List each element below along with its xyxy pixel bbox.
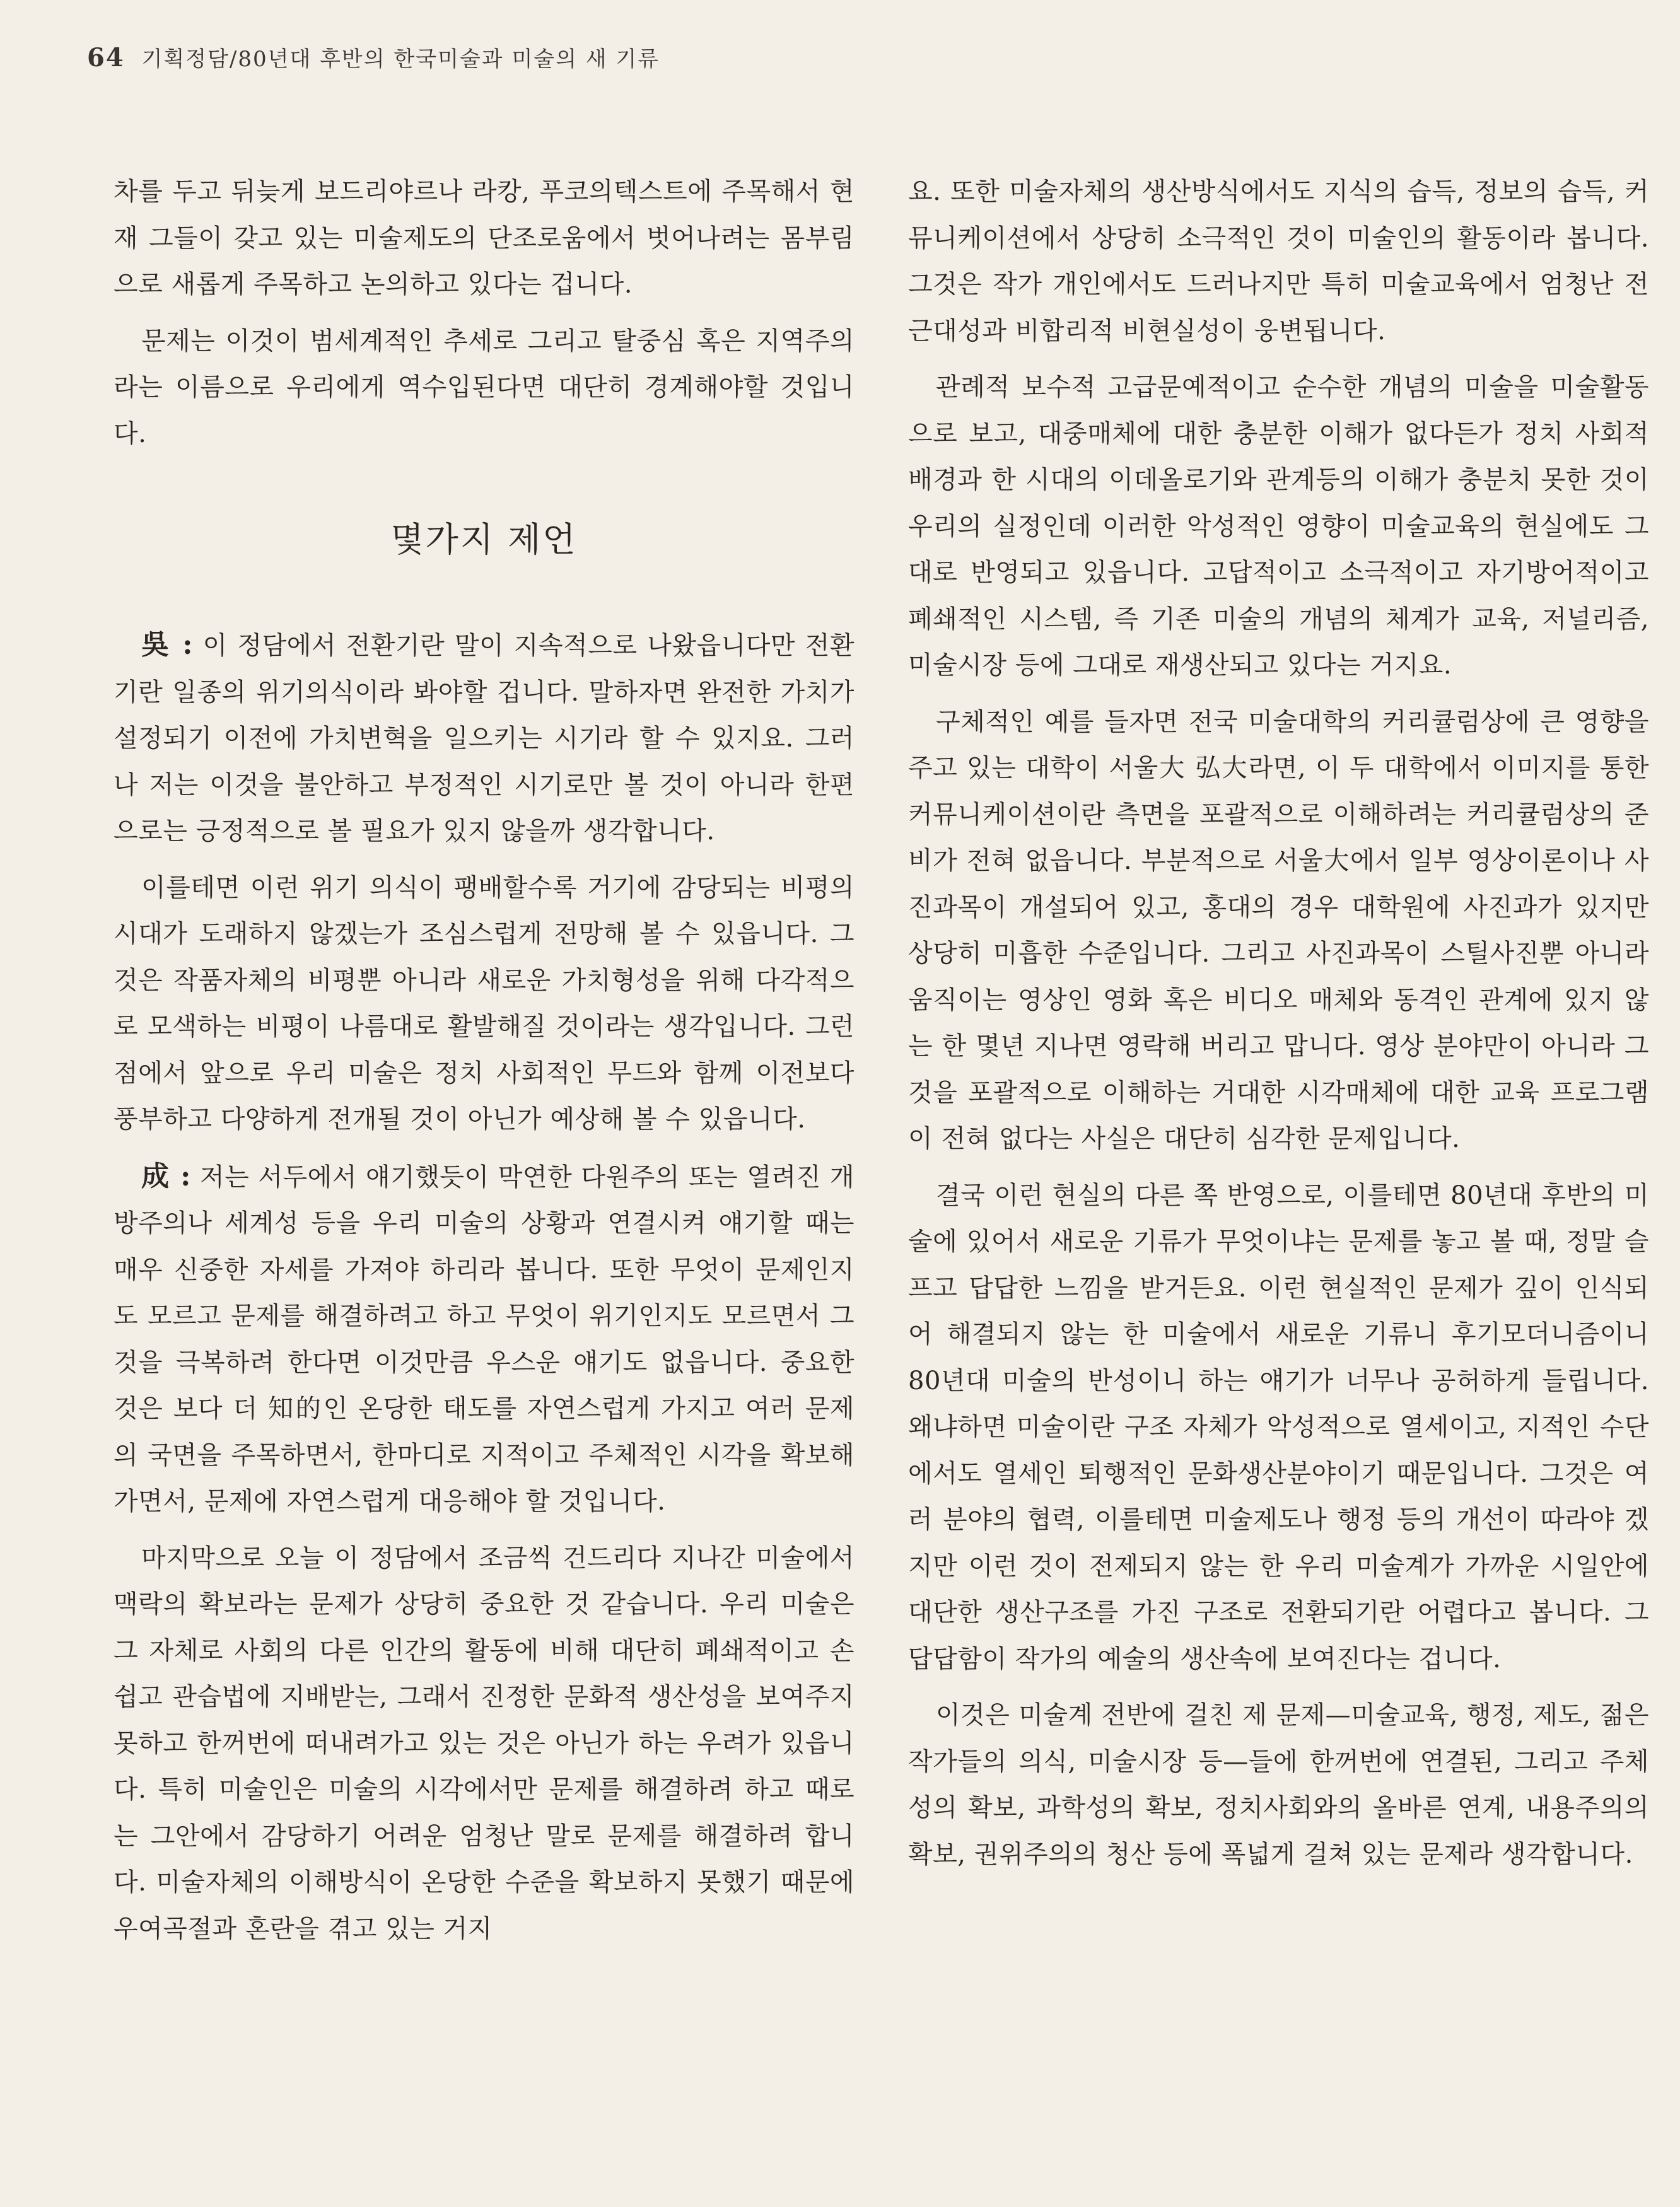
paragraph: 관례적 보수적 고급문예적이고 순수한 개념의 미술을 미술활동으로 보고, 대중매체에 대한 충분한 이해가 없다든가 정치 사회적 배경과 한 시대의 이데올로기와 관계등의 이해가 충분치 못한 것이 우리의 실정인데 이러한 악성적인 영향이 미술교육의 현실에도 그대로 반영되고 있읍니다. 고답적이고 소극적이고 자기방어적이고 폐쇄적인 시스템, 즉 기존 미술의 개념의 체계가 교육, 저널리즘, 미술시장 등에 그대로 재생산되고 있다는 거지요. bbox=[908, 373, 1649, 680]
running-header bbox=[87, 42, 660, 73]
paragraph: 요. 또한 미술자체의 생산방식에서도 지식의 습득, 정보의 습득, 커뮤니케이션에서 상당히 소극적인 것이 미술인의 활동이라 봅니다. 그것은 작가 개인에서도 드러나지만 특히 미술교육에서 엄청난 전근대성과 비합리적 비현실성이 웅변됩니다. bbox=[908, 177, 1649, 346]
speaker-text: 저는 서두에서 얘기했듯이 막연한 다원주의 또는 열려진 개방주의나 세계성 등을 우리 미술의 상황과 연결시켜 얘기할 때는 매우 신중한 자세를 가져야 하리라 봅니다. 또한 무엇이 문제인지도 모르고 문제를 해결하려고 하고 무엇이 위기인지도 모르면서 그것을 극복하려 한다면 이것만큼 우스운 얘기도 없읍니다. 중요한 것은 보다 더 知的인 온당한 태도를 자연스럽게 가지고 여러 문제의 국면을 주목하면서, 한마디로 지적이고 주체적인 시각을 확보해 가면서, 문제에 자연스럽게 대응해야 할 것입니다. bbox=[114, 1162, 855, 1516]
speaker-label: 成 : bbox=[141, 1160, 191, 1192]
paragraph: 마지막으로 오늘 이 정담에서 조금씩 건드리다 지나간 미술에서 맥락의 확보라는 문제가 상당히 중요한 것 같습니다. 우리 미술은 그 자체로 사회의 다른 인간의 활동에 비해 대단히 폐쇄적이고 손쉽고 관습법에 지배받는, 그래서 진정한 문화적 생산성을 보여주지 못하고 한꺼번에 떠내려가고 있는 것은 아닌가 하는 우려가 있읍니다. 특히 미술인은 미술의 시각에서만 문제를 해결하려 하고 때로는 그안에서 감당하기 어려운 엄청난 말로 문제를 해결하려 합니다. 미술자체의 이해방식이 온당한 수준을 확보하지 못했기 때문에 우여곡절과 혼란을 겪고 있는 거지 bbox=[114, 1543, 855, 1943]
speaker-paragraph bbox=[114, 1153, 855, 1525]
paragraph: 결국 이런 현실의 다른 쪽 반영으로, 이를테면 80년대 후반의 미술에 있어서 새로운 기류가 무엇이냐는 문제를 놓고 볼 때, 정말 슬프고 답답한 느낌을 받거든요. 이런 현실적인 문제가 깊이 인식되어 해결되지 않는 한 미술에서 새로운 기류니 후기모더니즘이니 80년대 미술의 반성이니 하는 얘기가 너무나 공허하게 들립니다. 왜냐하면 미술이란 구조 자체가 악성적으로 열세이고, 지적인 수단에서도 열세인 퇴행적인 문화생산분야이기 때문입니다. 그것은 여러 분야의 협력, 이를테면 미술제도나 행정 등의 개선이 따라야 겠지만 이런 것이 전제되지 않는 한 우리 미술계가 가까운 시일안에 대단한 생산구조를 가진 구조로 전환되기란 어렵다고 봅니다. 그 답답함이 작가의 예술의 생산속에 보여진다는 겁니다. bbox=[908, 1180, 1649, 1674]
paragraph: 이것은 미술계 전반에 걸친 제 문제—미술교육, 행정, 제도, 젊은 작가들의 의식, 미술시장 등—들에 한꺼번에 연결된, 그리고 주체성의 확보, 과학성의 확보, 정치사회와의 올바른 연계, 내용주의의 확보, 권위주의의 청산 등에 폭넓게 걸쳐 있는 문제라 생각합니다. bbox=[908, 1701, 1649, 1869]
section-heading: 몇가지 제언 bbox=[390, 520, 578, 559]
running-title: 기획정담/80년대 후반의 한국미술과 미술의 새 기류 bbox=[141, 47, 660, 72]
left-column bbox=[114, 169, 855, 1962]
page-number: 64 bbox=[87, 43, 125, 73]
paragraph: 이를테면 이런 위기 의식이 팽배할수록 거기에 감당되는 비평의 시대가 도래하지 않겠는가 조심스럽게 전망해 볼 수 있읍니다. 그것은 작품자체의 비평뿐 아니라 새로운 가치형성을 위해 다각적으로 모색하는 비평이 나름대로 활발해질 것이라는 생각입니다. 그런 점에서 앞으로 우리 미술은 정치 사회적인 무드와 함께 이전보다 풍부하고 다양하게 전개될 것이 아닌가 예상해 볼 수 있읍니다. bbox=[114, 873, 855, 1134]
paragraph: 차를 두고 뒤늦게 보드리야르나 라캉, 푸코의텍스트에 주목해서 현재 그들이 갖고 있는 미술제도의 단조로움에서 벗어나려는 몸부림으로 새롭게 주목하고 논의하고 있다는 겁니다. bbox=[114, 177, 855, 299]
paragraph: 문제는 이것이 범세계적인 추세로 그리고 탈중심 혹은 지역주의라는 이름으로 우리에게 역수입된다면 대단히 경계해야할 것입니다. bbox=[114, 326, 855, 448]
speaker-label: 吳 : bbox=[141, 629, 193, 661]
paragraph: 구체적인 예를 들자면 전국 미술대학의 커리큘럼상에 큰 영향을 주고 있는 대학이 서울大 弘大라면, 이 두 대학에서 이미지를 통한 커뮤니케이션이란 측면을 포괄적으로 이해하려는 커리큘럼상의 준비가 전혀 없읍니다. 부분적으로 서울大에서 일부 영상이론이나 사진과목이 개설되어 있고, 홍대의 경우 대학원에 사진과가 있지만 상당히 미흡한 수준입니다. 그리고 사진과목이 스틸사진뿐 아니라 움직이는 영상인 영화 혹은 비디오 매체와 동격인 관계에 있지 않는 한 몇년 지나면 영락해 버리고 맙니다. 영상 분야만이 아니라 그것을 포괄적으로 이해하는 거대한 시각매체에 대한 교육 프로그램이 전혀 없다는 사실은 대단히 심각한 문제입니다. bbox=[908, 707, 1649, 1153]
speaker-text: 이 정담에서 전환기란 말이 지속적으로 나왔읍니다만 전환기란 일종의 위기의식이라 봐야할 겁니다. 말하자면 완전한 가치가 설정되기 이전에 가치변혁을 일으키는 시기라 할 수 있지요. 그러나 저는 이것을 불안하고 부정적인 시기로만 볼 것이 아니라 한편으로는 긍정적으로 볼 필요가 있지 않을까 생각합니다. bbox=[114, 631, 855, 846]
speaker-paragraph bbox=[114, 622, 855, 855]
right-column bbox=[908, 169, 1649, 1888]
